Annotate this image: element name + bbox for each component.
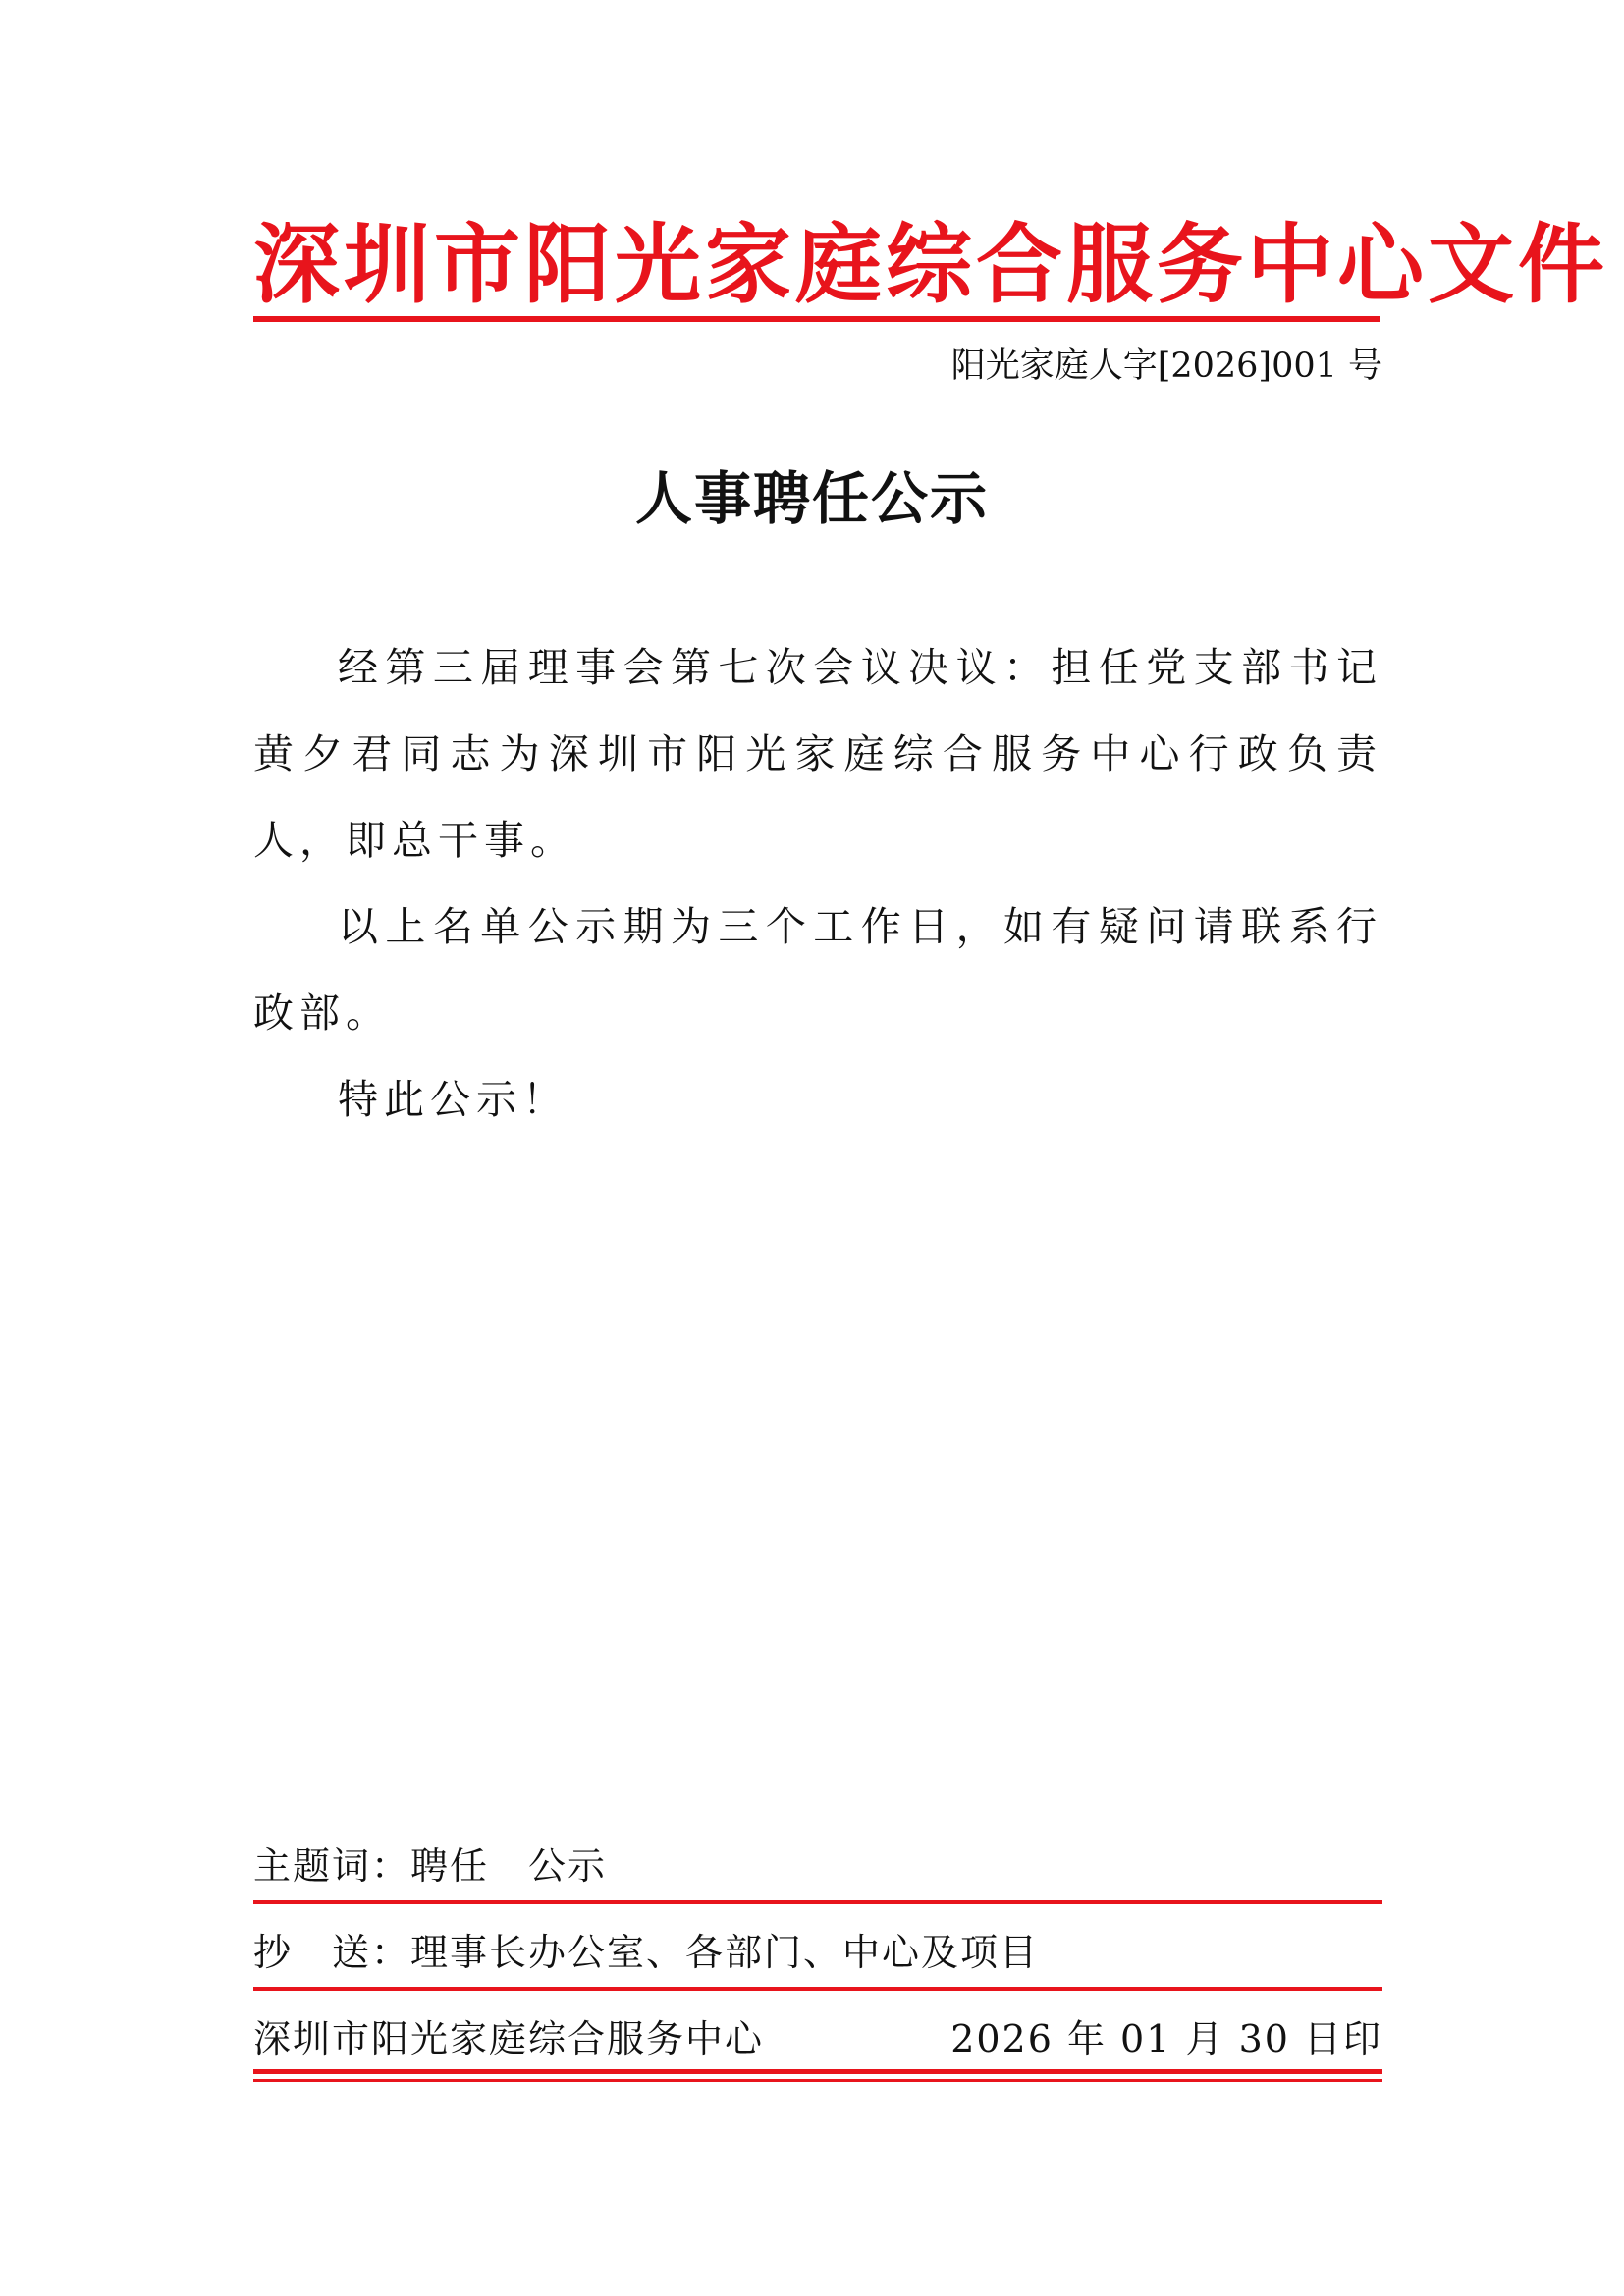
- footer-cc: [253, 1928, 1039, 1977]
- keywords-label: 主题词：: [253, 1844, 411, 1888]
- body-paragraph-3: 特此公示！: [338, 1076, 568, 1123]
- footer-print-date: 2026 年 01 月 30 日印: [950, 2017, 1382, 2060]
- header-red-rule: [253, 316, 1380, 322]
- document-number: 阳光家庭人字[2026]001 号: [950, 347, 1382, 386]
- cc-label-part2: 送：: [332, 1931, 411, 1974]
- footer-rule-2: [253, 1987, 1382, 1991]
- footer-issuer: 深圳市阳光家庭综合服务中心: [253, 2017, 765, 2060]
- document-header-title: 深圳市阳光家庭综合服务中心文件: [253, 214, 1609, 315]
- document-title: 人事聘任公示: [634, 465, 989, 532]
- footer-rule-3-bottom: [253, 2079, 1382, 2082]
- cc-label-part1: 抄: [253, 1931, 294, 1974]
- footer-rule-3-top: [253, 2069, 1382, 2074]
- keyword-item: 聘任: [410, 1844, 490, 1888]
- cc-recipients: 理事长办公室、各部门、中心及项目: [410, 1931, 1040, 1974]
- keyword-item: 公示: [528, 1844, 608, 1888]
- footer-rule-1: [253, 1900, 1382, 1904]
- body-paragraph-2: 以上名单公示期为三个工作日，如有疑问请联系行政部。: [253, 903, 1382, 1037]
- footer-keywords: [253, 1842, 607, 1891]
- body-paragraph-1: 经第三届理事会第七次会议决议：担任党支部书记黄夕君同志为深圳市阳光家庭综合服务中心行政负责人，即总干事。: [253, 644, 1382, 864]
